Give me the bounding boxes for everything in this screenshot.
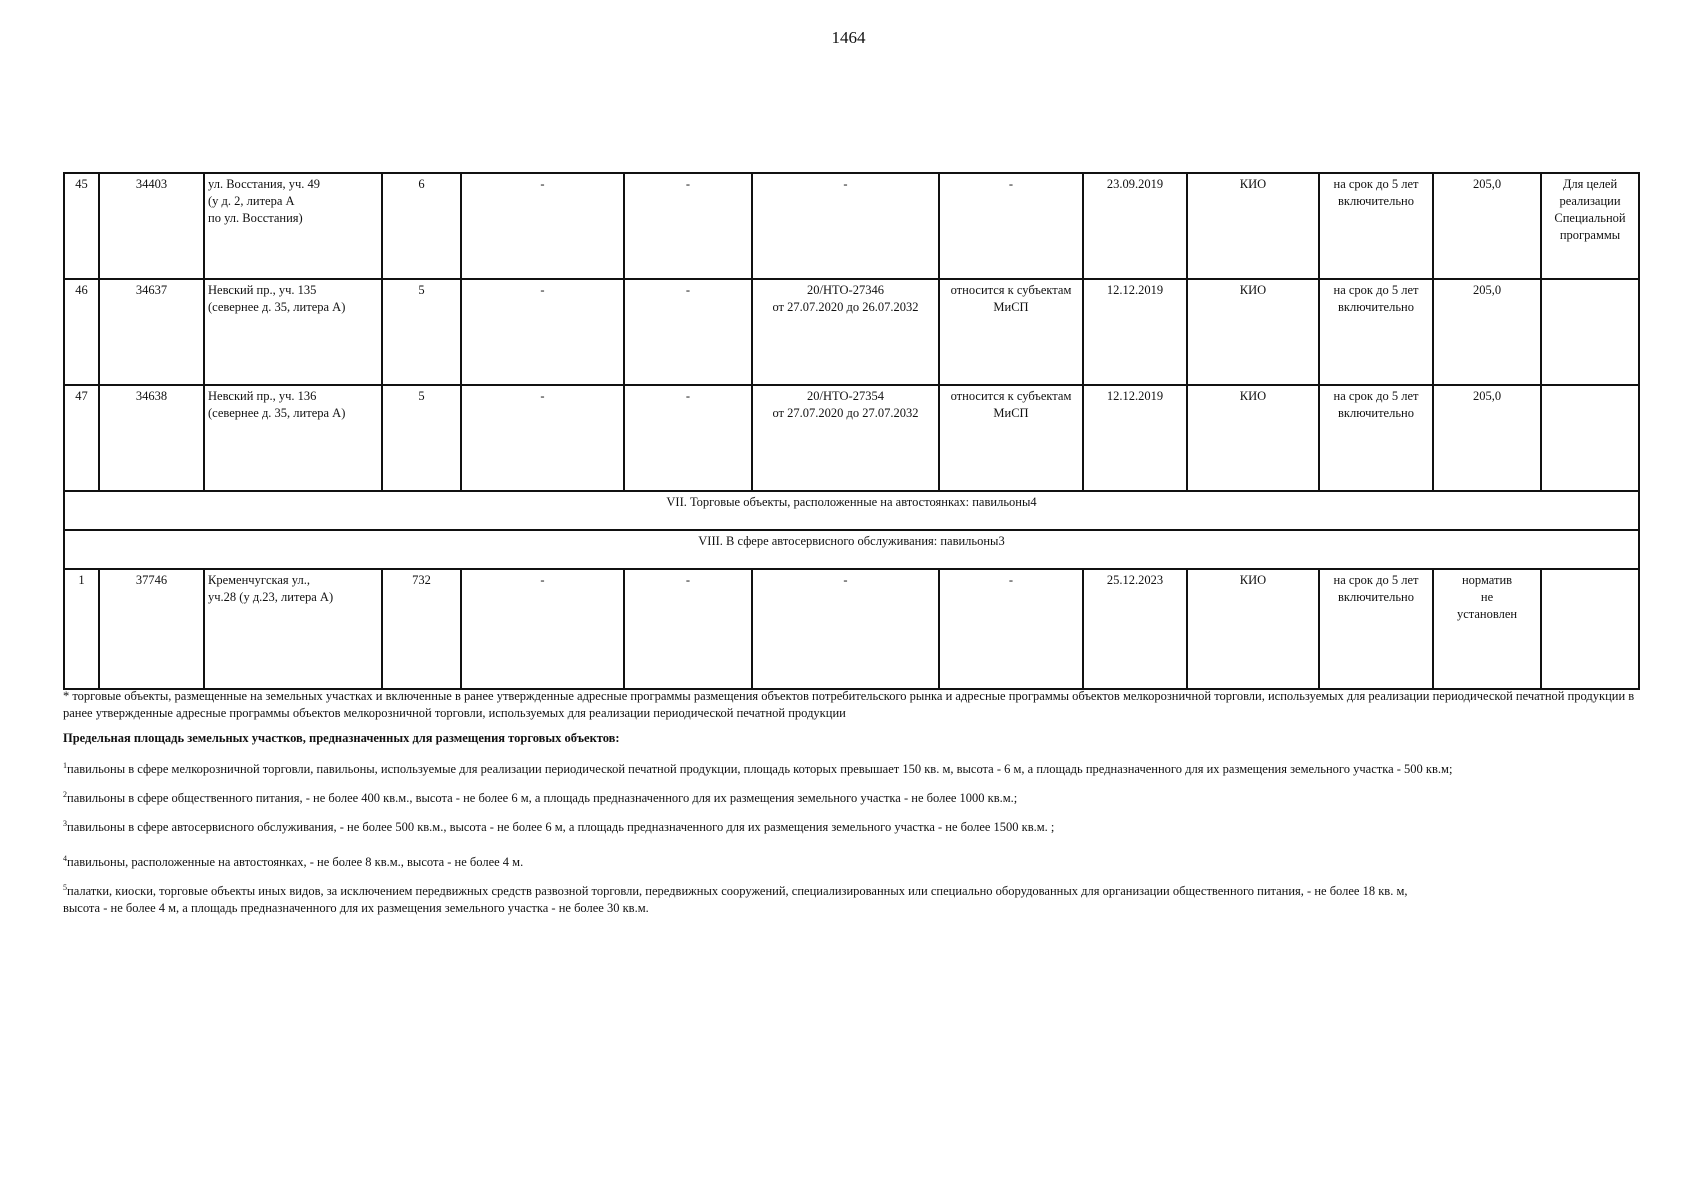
cell-col5: - — [461, 279, 624, 385]
cell-number: 46 — [64, 279, 99, 385]
cell-subject-line: МиСП — [993, 300, 1029, 314]
cell-number: 1 — [64, 569, 99, 689]
cell-address-line: Невский пр., уч. 135 — [208, 283, 317, 297]
table-row — [64, 279, 1639, 385]
cell-code: 34403 — [99, 173, 204, 279]
cell-term — [1319, 173, 1433, 279]
cell-number: 47 — [64, 385, 99, 491]
cell-note-line: Специальной — [1554, 211, 1626, 225]
cell-org: КИО — [1187, 569, 1319, 689]
cell-org: КИО — [1187, 385, 1319, 491]
cell-contract — [752, 569, 939, 689]
cell-address-line: (севернее д. 35, литера А) — [208, 406, 346, 420]
cell-col4: 6 — [382, 173, 461, 279]
cell-contract — [752, 279, 939, 385]
cell-area — [1433, 569, 1541, 689]
cell-contract-line: от 27.07.2020 до 26.07.2032 — [772, 300, 919, 314]
footnote-1-marker: 1 — [63, 761, 67, 770]
cell-code: 37746 — [99, 569, 204, 689]
cell-area — [1433, 385, 1541, 491]
footnote-4 — [63, 850, 1638, 871]
cell-address-line: по ул. Восстания) — [208, 211, 303, 225]
footnote-2-marker: 2 — [63, 790, 67, 799]
cell-org: КИО — [1187, 173, 1319, 279]
cell-address-line: (у д. 2, литера А — [208, 194, 295, 208]
cell-term-line: на срок до 5 лет — [1333, 177, 1419, 191]
cell-note-line: программы — [1559, 228, 1621, 242]
cell-date: 12.12.2019 — [1083, 279, 1187, 385]
cell-area-line: не — [1480, 590, 1494, 604]
cell-term — [1319, 279, 1433, 385]
table-row — [64, 385, 1639, 491]
footnote-1-text: павильоны в сфере мелкорозничной торговли, павильоны, используемые для реализации периодической печатной продукции, площадь которых превышает 150 кв. м, высота - 6 м, а площадь предназначенного для их размещения земельного участка - 500 кв.м; — [67, 762, 1453, 776]
cell-term — [1319, 569, 1433, 689]
section-heading-8 — [64, 530, 1639, 569]
cell-subject-line: - — [1008, 177, 1014, 191]
cell-col6: - — [624, 173, 752, 279]
cell-col5: - — [461, 569, 624, 689]
cell-contract-line: - — [843, 573, 848, 587]
cell-col6: - — [624, 279, 752, 385]
cell-contract — [752, 385, 939, 491]
footnotes-title: Предельная площадь земельных участков, предназначенных для размещения торговых объектов: — [63, 731, 620, 745]
cell-note — [1541, 385, 1639, 491]
footnote-5-marker: 5 — [63, 883, 67, 892]
cell-code: 34638 — [99, 385, 204, 491]
footnote-5-text-line2: высота - не более 4 м, а площадь предназначенного для их размещения земельного участка - не более 30 кв.м. — [63, 901, 649, 915]
cell-subject-line: - — [1008, 573, 1014, 587]
cell-note — [1541, 279, 1639, 385]
cell-term-line: включительно — [1338, 406, 1414, 420]
footnote-5-text-line1: палатки, киоски, торговые объекты иных видов, за исключением передвижных средств развозной торговли, передвижных сооружений, специализированных или специально оборудованных для организации общественного питания, - не более 18 кв. м, — [67, 884, 1408, 898]
cell-address-line: уч.28 (у д.23, литера А) — [208, 590, 334, 604]
footnote-3 — [63, 815, 1638, 836]
footnote-5 — [63, 879, 1638, 917]
cell-note-line: Для целей — [1562, 177, 1618, 191]
cell-subject-line: относится к субъектам — [950, 389, 1072, 403]
cell-col5: - — [461, 385, 624, 491]
cell-col4: 5 — [382, 279, 461, 385]
footnote-1 — [63, 757, 1638, 778]
cell-col4: 732 — [382, 569, 461, 689]
cell-address-line: (севернее д. 35, литера А) — [208, 300, 346, 314]
cell-col5: - — [461, 173, 624, 279]
cell-subject — [939, 173, 1083, 279]
section-heading-7 — [64, 491, 1639, 530]
footnote-2-text: павильоны в сфере общественного питания, - не более 400 кв.м., высота - не более 6 м, а площадь предназначенного для их размещения земельного участка - не более 1000 кв.м.; — [67, 791, 1018, 805]
cell-address-line: ул. Восстания, уч. 49 — [208, 177, 321, 191]
cell-contract-line: 20/НТО-27354 — [807, 389, 884, 403]
footnote-2 — [63, 786, 1638, 807]
cell-col6: - — [624, 569, 752, 689]
footnote-3-marker: 3 — [63, 819, 67, 828]
cell-term-line: включительно — [1338, 300, 1414, 314]
cell-address — [204, 385, 382, 491]
cell-note — [1541, 173, 1639, 279]
footnote-star: * торговые объекты, размещенные на земельных участках и включенные в ранее утвержденные адресные программы размещения объектов потребительского рынка и адресные программы объектов мелкорозничной торговли, используемых для реализации периодической печатной продукции в ранее утвержденные адресные программы объектов мелкорозничной торговли, используемых для реализации периодической печатной продукции — [63, 689, 1635, 720]
footnote-4-text: павильоны, расположенные на автостоянках, - не более 8 кв.м., высота - не более 4 м. — [67, 855, 524, 869]
cell-date: 23.09.2019 — [1083, 173, 1187, 279]
cell-subject-line: МиСП — [993, 406, 1029, 420]
footnote-4-marker: 4 — [63, 854, 67, 863]
cell-subject-line: относится к субъектам — [950, 283, 1072, 297]
table-row — [64, 173, 1639, 279]
cell-subject — [939, 569, 1083, 689]
cell-area-line: 205,0 — [1472, 283, 1502, 297]
cell-term-line: на срок до 5 лет — [1333, 573, 1419, 587]
cell-address-line: Кременчугская ул., — [208, 573, 310, 587]
cell-contract-line: от 27.07.2020 до 27.07.2032 — [772, 406, 919, 420]
cell-contract-line: 20/НТО-27346 — [807, 283, 884, 297]
section-heading-8-title: VIII. В сфере автосервисного обслуживания: павильоны3 — [64, 530, 1639, 569]
cell-contract-line: - — [843, 177, 848, 191]
cell-term-line: включительно — [1338, 590, 1414, 604]
footnote-3-text: павильоны в сфере автосервисного обслуживания, - не более 500 кв.м., высота - не более 6 м, а площадь предназначенного для их размещения земельного участка - не более 1500 кв.м. ; — [67, 820, 1055, 834]
cell-date: 12.12.2019 — [1083, 385, 1187, 491]
cell-term-line: на срок до 5 лет — [1333, 389, 1419, 403]
cell-subject — [939, 279, 1083, 385]
registry-table — [63, 172, 1640, 690]
cell-address-line: Невский пр., уч. 136 — [208, 389, 317, 403]
cell-area-line: 205,0 — [1472, 177, 1502, 191]
cell-note-line: реализации — [1559, 194, 1621, 208]
cell-note — [1541, 569, 1639, 689]
cell-date: 25.12.2023 — [1083, 569, 1187, 689]
cell-col6: - — [624, 385, 752, 491]
section-heading-7-title: VII. Торговые объекты, расположенные на автостоянках: павильоны4 — [64, 491, 1639, 530]
cell-address — [204, 173, 382, 279]
table-row — [64, 569, 1639, 689]
cell-term-line: на срок до 5 лет — [1333, 283, 1419, 297]
page-number: 1464 — [831, 28, 866, 47]
cell-col4: 5 — [382, 385, 461, 491]
cell-contract — [752, 173, 939, 279]
footnotes — [63, 688, 1638, 917]
cell-address — [204, 279, 382, 385]
cell-area — [1433, 279, 1541, 385]
cell-subject — [939, 385, 1083, 491]
cell-area — [1433, 173, 1541, 279]
cell-area-line: 205,0 — [1472, 389, 1502, 403]
cell-area-line: норматив — [1461, 573, 1513, 587]
cell-term — [1319, 385, 1433, 491]
cell-code: 34637 — [99, 279, 204, 385]
cell-number: 45 — [64, 173, 99, 279]
cell-area-line: установлен — [1456, 607, 1518, 621]
cell-org: КИО — [1187, 279, 1319, 385]
cell-address — [204, 569, 382, 689]
cell-term-line: включительно — [1338, 194, 1414, 208]
